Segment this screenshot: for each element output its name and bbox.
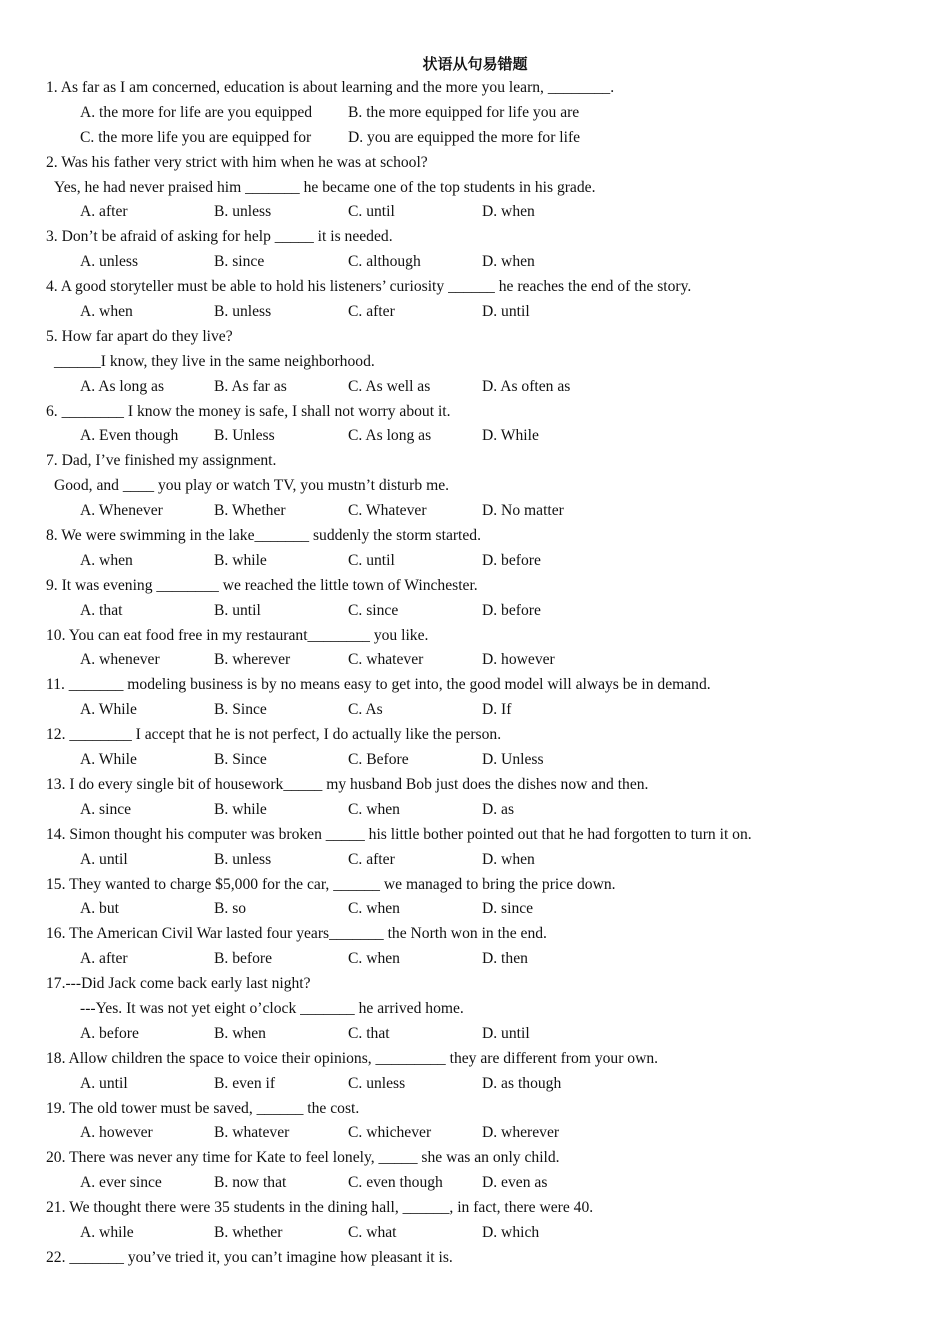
question-list	[46, 76, 926, 1271]
question-stem: 13. I do every single bit of housework_____ my husband Bob just does the dishes now and then.	[46, 775, 649, 793]
question-stem: 3. Don’t be afraid of asking for help _____ it is needed.	[46, 228, 393, 246]
question-stem: 9. It was evening ________ we reached the little town of Winchester.	[46, 576, 478, 594]
answer-option[interactable]: A. Even though	[80, 427, 179, 445]
answer-option[interactable]: B. unless	[214, 203, 272, 221]
answer-option[interactable]: C. whichever	[348, 1124, 432, 1142]
question-stem: 21. We thought there were 35 students in the dining hall, ______, in fact, there were 40.	[46, 1199, 594, 1217]
question-stem: 8. We were swimming in the lake_______ suddenly the storm started.	[46, 527, 482, 545]
answer-option[interactable]: B. Unless	[214, 427, 275, 445]
question-item	[46, 76, 926, 151]
question-stem: 10. You can eat food free in my restaurant________ you like.	[46, 626, 429, 644]
options-row	[46, 748, 926, 773]
answer-option[interactable]: D. Unless	[482, 751, 544, 769]
options-row	[46, 1171, 926, 1196]
answer-option[interactable]: C. As long as	[348, 427, 432, 445]
answer-option[interactable]: D. as	[482, 800, 515, 818]
options-row	[46, 599, 926, 624]
answer-option[interactable]: C. although	[348, 253, 421, 271]
answer-option[interactable]: D. While	[482, 427, 539, 445]
answer-option[interactable]: B. the more equipped for life you are	[348, 103, 580, 121]
question-item	[46, 400, 926, 450]
answer-option[interactable]: C. until	[348, 551, 395, 569]
options-row	[46, 424, 926, 449]
answer-option[interactable]: C. when	[348, 800, 400, 818]
options-row	[46, 648, 926, 673]
answer-option[interactable]: B. before	[214, 950, 273, 968]
answer-option[interactable]: A. that	[80, 601, 123, 619]
options-row	[46, 848, 926, 873]
answer-option[interactable]: C. until	[348, 203, 395, 221]
answer-option[interactable]: D. If	[482, 701, 512, 719]
answer-option[interactable]: D. which	[482, 1223, 540, 1241]
options-row	[46, 897, 926, 922]
answer-option[interactable]: A. until	[80, 850, 128, 868]
answer-option[interactable]: A. As long as	[80, 377, 165, 395]
question-item	[46, 1246, 926, 1271]
question-stem: 17.---Did Jack come back early last night?	[46, 975, 311, 993]
question-stem: 16. The American Civil War lasted four years_______ the North won in the end.	[46, 925, 547, 943]
answer-option[interactable]: B. while	[214, 551, 267, 569]
answer-option[interactable]: B. Since	[214, 751, 267, 769]
options-row	[46, 375, 926, 400]
question-item	[46, 1047, 926, 1097]
answer-option[interactable]: C. whatever	[348, 651, 424, 669]
answer-option[interactable]: B. Since	[214, 701, 267, 719]
question-dialogue-line: ______I know, they live in the same neighborhood.	[54, 352, 375, 370]
answer-option[interactable]: A. however	[80, 1124, 153, 1142]
options-row	[46, 499, 926, 524]
options-row	[46, 250, 926, 275]
options-row	[46, 300, 926, 325]
answer-option[interactable]: D. No matter	[482, 502, 564, 520]
question-dialogue-line: Yes, he had never praised him _______ he became one of the top students in his grade.	[54, 178, 596, 196]
answer-option[interactable]: B. whatever	[214, 1124, 290, 1142]
options-row	[46, 1072, 926, 1097]
answer-option[interactable]: D. before	[482, 551, 541, 569]
answer-option[interactable]: B. until	[214, 601, 261, 619]
question-item	[46, 225, 926, 275]
answer-option[interactable]: D. when	[482, 850, 535, 868]
question-stem: 1. As far as I am concerned, education is about learning and the more you learn, ________.	[46, 79, 615, 96]
answer-option[interactable]: B. whether	[214, 1223, 283, 1241]
answer-option[interactable]: A. but	[80, 900, 119, 918]
answer-option[interactable]: C. As well as	[348, 377, 431, 395]
answer-option[interactable]: D. until	[482, 303, 530, 321]
answer-option[interactable]: B. unless	[214, 850, 272, 868]
answer-option[interactable]: A. the more for life are you equipped	[80, 103, 313, 121]
answer-option[interactable]: B. since	[214, 253, 265, 271]
question-stem: 11. _______ modeling business is by no means easy to get into, the good model will always be in demand.	[46, 676, 711, 694]
answer-option[interactable]: C. Whatever	[348, 502, 427, 520]
answer-option[interactable]: D. when	[482, 253, 535, 271]
question-item	[46, 723, 926, 773]
question-item	[46, 574, 926, 624]
answer-option[interactable]: A. after	[80, 950, 128, 968]
question-stem: 14. Simon thought his computer was broken _____ his little bother pointed out that he had forgotten to turn it on.	[46, 825, 752, 843]
answer-option[interactable]: C. even though	[348, 1174, 443, 1192]
options-row	[46, 798, 926, 823]
answer-option[interactable]: B. Whether	[214, 502, 286, 520]
question-item	[46, 673, 926, 723]
question-item	[46, 449, 926, 524]
answer-option[interactable]: C. since	[348, 601, 399, 619]
question-dialogue-line: Good, and ____ you play or watch TV, you mustn’t disturb me.	[54, 477, 450, 495]
answer-option[interactable]: D. then	[482, 950, 528, 968]
answer-option[interactable]: D. since	[482, 900, 534, 918]
answer-option[interactable]: A. after	[80, 203, 128, 221]
answer-option[interactable]: B. now that	[214, 1174, 287, 1192]
answer-option[interactable]: B. while	[214, 800, 267, 818]
answer-option[interactable]: A. While	[80, 751, 137, 769]
answer-option[interactable]: D. even as	[482, 1174, 548, 1192]
options-row	[46, 126, 926, 151]
question-stem: 22. _______ you’ve tried it, you can’t imagine how pleasant it is.	[46, 1248, 453, 1266]
answer-option[interactable]: D. before	[482, 601, 541, 619]
answer-option[interactable]: D. you are equipped the more for life	[348, 128, 581, 146]
options-row	[46, 947, 926, 972]
question-item	[46, 972, 926, 1047]
question-stem: 7. Dad, I’ve finished my assignment.	[46, 452, 277, 470]
answer-option[interactable]: A. Whenever	[80, 502, 163, 520]
question-item	[46, 1146, 926, 1196]
options-row	[46, 1022, 926, 1047]
answer-option[interactable]: D. when	[482, 203, 535, 221]
answer-option[interactable]: D. until	[482, 1024, 530, 1042]
question-stem: 18. Allow children the space to voice their opinions, _________ they are different from your own.	[46, 1049, 659, 1067]
question-stem: 4. A good storyteller must be able to hold his listeners’ curiosity ______ he reaches the end of the story.	[46, 278, 692, 296]
question-item	[46, 524, 926, 574]
answer-option[interactable]: C. the more life you are equipped for	[80, 128, 312, 146]
question-stem: 15. They wanted to charge $5,000 for the car, ______ we managed to bring the price down.	[46, 875, 616, 893]
answer-option[interactable]: D. As often as	[482, 377, 571, 395]
answer-option[interactable]: C. after	[348, 850, 395, 868]
answer-option[interactable]: B. so	[214, 900, 247, 918]
answer-option[interactable]: C. after	[348, 303, 395, 321]
answer-option[interactable]: B. when	[214, 1024, 266, 1042]
answer-option[interactable]: A. when	[80, 303, 133, 321]
options-row	[46, 698, 926, 723]
answer-option[interactable]: A. While	[80, 701, 137, 719]
question-stem: 12. ________ I accept that he is not perfect, I do actually like the person.	[46, 726, 502, 744]
question-item	[46, 922, 926, 972]
question-item	[46, 1196, 926, 1246]
question-stem: 6. ________ I know the money is safe, I shall not worry about it.	[46, 402, 451, 420]
question-stem: 5. How far apart do they live?	[46, 327, 233, 345]
question-stem: 19. The old tower must be saved, ______ the cost.	[46, 1099, 360, 1117]
question-item	[46, 624, 926, 674]
options-row	[46, 1121, 926, 1146]
answer-option[interactable]: C. As	[348, 701, 383, 719]
question-item	[46, 823, 926, 873]
options-row	[46, 1221, 926, 1246]
answer-option[interactable]: A. unless	[80, 253, 139, 271]
question-dialogue-line: ---Yes. It was not yet eight o’clock _______ he arrived home.	[80, 999, 464, 1017]
answer-option[interactable]: D. wherever	[482, 1124, 560, 1142]
answer-option[interactable]: A. until	[80, 1074, 128, 1092]
page-title: 状语从句易错题	[422, 55, 528, 73]
answer-option[interactable]: B. unless	[214, 303, 272, 321]
answer-option[interactable]: B. even if	[214, 1074, 276, 1092]
answer-option[interactable]: A. before	[80, 1024, 139, 1042]
answer-option[interactable]: B. As far as	[214, 377, 287, 395]
question-item	[46, 1097, 926, 1147]
answer-option[interactable]: C. Before	[348, 751, 409, 769]
question-stem: 2. Was his father very strict with him when he was at school?	[46, 153, 428, 171]
answer-option[interactable]: A. while	[80, 1223, 134, 1241]
question-item	[46, 325, 926, 400]
answer-option[interactable]: C. when	[348, 950, 400, 968]
question-item	[46, 275, 926, 325]
answer-option[interactable]: A. since	[80, 800, 132, 818]
answer-option[interactable]: A. ever since	[80, 1174, 162, 1192]
answer-option[interactable]: C. unless	[348, 1074, 406, 1092]
answer-option[interactable]: C. that	[348, 1024, 390, 1042]
answer-option[interactable]: B. wherever	[214, 651, 291, 669]
answer-option[interactable]: A. when	[80, 551, 133, 569]
answer-option[interactable]: A. whenever	[80, 651, 160, 669]
answer-option[interactable]: C. when	[348, 900, 400, 918]
question-item	[46, 873, 926, 923]
answer-option[interactable]: D. however	[482, 651, 555, 669]
answer-option[interactable]: D. as though	[482, 1074, 562, 1092]
answer-option[interactable]: C. what	[348, 1223, 397, 1241]
question-item	[46, 773, 926, 823]
options-row	[46, 101, 926, 126]
options-row	[46, 200, 926, 225]
options-row	[46, 549, 926, 574]
question-item	[46, 151, 926, 226]
question-stem: 20. There was never any time for Kate to feel lonely, _____ she was an only child.	[46, 1149, 560, 1167]
